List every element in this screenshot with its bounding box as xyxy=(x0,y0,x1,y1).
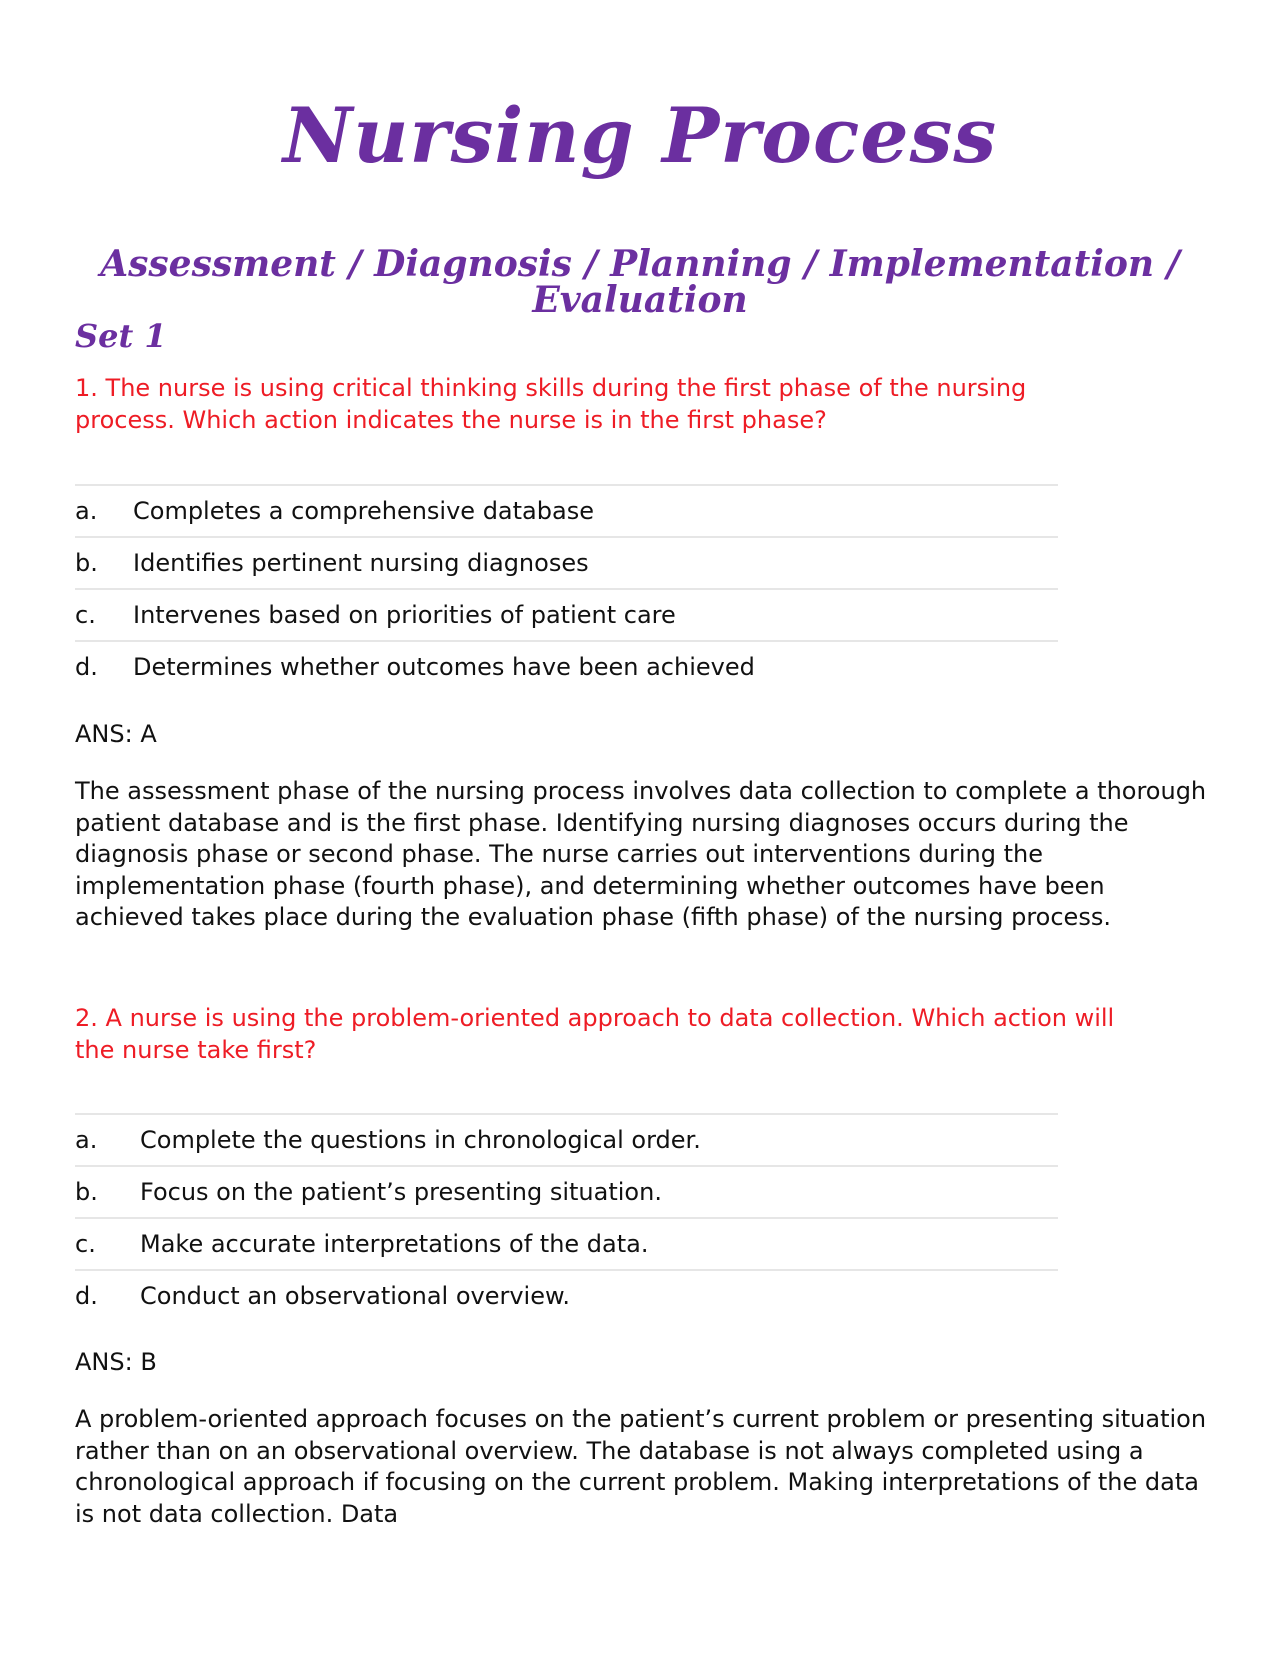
question-1-text: 1. The nurse is using critical thinking skills during the first phase of the nursing process. Which action indicates the nurse is in the first phase? xyxy=(75,374,1027,434)
option-letter: d. xyxy=(75,653,98,681)
option-row xyxy=(75,1271,1058,1321)
option-text: Intervenes based on priorities of patient care xyxy=(133,601,676,629)
option-row xyxy=(75,590,1058,642)
page-title: Nursing Process xyxy=(282,91,998,180)
question-2-answer: ANS: B xyxy=(75,1348,157,1376)
option-row xyxy=(75,642,1058,692)
option-letter: b. xyxy=(75,1178,98,1206)
option-letter: b. xyxy=(75,549,98,577)
option-letter: c. xyxy=(75,1230,96,1258)
option-letter: a. xyxy=(75,497,98,525)
question-1-explanation: The assessment phase of the nursing process involves data collection to complete a thorough patient database and is the first phase. Identifying nursing diagnoses occurs during the diagnosis phase or second phase. The nurse carries out interventions during the implementation phase (fourth phase), and determining whether outcomes have been achieved takes place during the evaluation phase (fifth phase) of the nursing process. xyxy=(75,777,1207,931)
question-2-explanation: A problem-oriented approach focuses on the patient’s current problem or presenting situation rather than on an observational overview. The database is not always completed using a chronological approach if focusing on the current problem. Making interpretations of the data is not data collection. Data xyxy=(75,1405,1207,1528)
option-row xyxy=(75,486,1058,538)
option-letter: a. xyxy=(75,1126,98,1154)
question-1-options xyxy=(75,484,1058,692)
set-label: Set 1 xyxy=(75,317,167,355)
option-row xyxy=(75,538,1058,590)
page-subtitle: Assessment / Diagnosis / Planning / Implementation / Evaluation xyxy=(100,243,1180,321)
option-text: Identifies pertinent nursing diagnoses xyxy=(133,549,589,577)
option-text: Determines whether outcomes have been achieved xyxy=(133,653,755,681)
option-text: Completes a comprehensive database xyxy=(133,497,594,525)
option-row xyxy=(75,1219,1058,1271)
question-2-options xyxy=(75,1113,1058,1321)
option-row xyxy=(75,1167,1058,1219)
option-row xyxy=(75,1115,1058,1167)
option-letter: c. xyxy=(75,601,96,629)
option-text: Make accurate interpretations of the data. xyxy=(140,1230,649,1258)
question-2-text: 2. A nurse is using the problem-oriented approach to data collection. Which action will the nurse take first? xyxy=(75,1004,1115,1064)
option-text: Complete the questions in chronological order. xyxy=(140,1126,701,1154)
option-text: Conduct an observational overview. xyxy=(140,1282,571,1310)
option-text: Focus on the patient’s presenting situation. xyxy=(140,1178,662,1206)
question-1-answer: ANS: A xyxy=(75,720,157,748)
option-letter: d. xyxy=(75,1282,98,1310)
